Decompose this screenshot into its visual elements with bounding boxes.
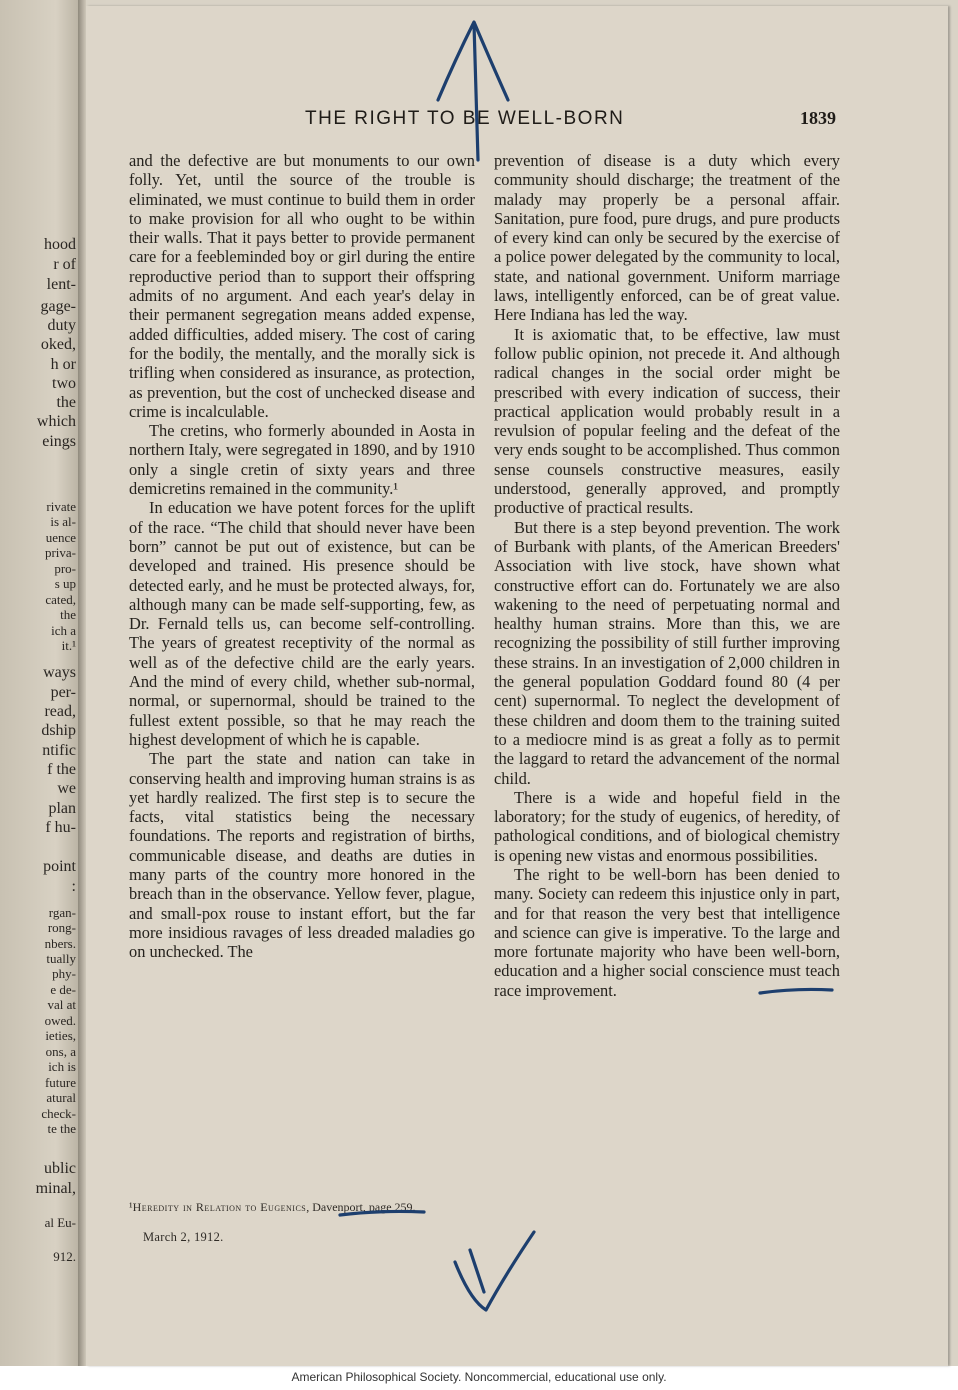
facing-page-text-fragment: r of bbox=[53, 256, 76, 273]
facing-page-text-fragment: e de- bbox=[50, 982, 76, 997]
archive-credit: American Philosophical Society. Noncommercial, educational use only. bbox=[291, 1370, 667, 1384]
page-number: 1839 bbox=[800, 108, 836, 128]
facing-page-text-fragment: owed. bbox=[44, 1013, 76, 1028]
facing-page-text-fragment: atural bbox=[46, 1090, 76, 1105]
facing-page-text-fragment: point bbox=[43, 858, 76, 875]
facing-page-text-fragment: the bbox=[56, 394, 76, 411]
facing-page-text-fragment: nbers. bbox=[44, 936, 76, 951]
facing-page-text-fragment: ntific bbox=[42, 742, 76, 759]
footnote bbox=[129, 1200, 475, 1214]
facing-page-text-fragment: val at bbox=[47, 997, 76, 1012]
paragraph: and the defective are but monuments to our own folly. Yet, until the source of the trouble is eliminated, we must continue to build them in order to make provision for all who ought to be within their walls. That it pays better to provide permanent care for a feebleminded boy or girl during the entire reproductive period than to support their offspring admits of no argument. And each year's delay in their permanent segregation means added expense, added difficulties, added misery. The cost of caring for the bodily, the mentally, and the morally sick is trifling when considered as insurance, as protection, as prevention, but the cost of unchecked disease and crime is incalculable. bbox=[129, 151, 475, 421]
left-text-column bbox=[129, 151, 475, 961]
facing-page-text-fragment: ways bbox=[43, 664, 76, 681]
facing-page-text-fragment: it.¹ bbox=[61, 638, 76, 653]
paragraph: prevention of disease is a duty which every community should discharge; the treatment of the malady may properly be a personal affair. Sanitation, pure food, pure drugs, and pure products of every kind can only be secured by the exercise of a police power delegated by the community to local, state, and national government. Uniform marriage laws, intelligently enforced, can be of great value. Here Indiana has led the way. bbox=[494, 151, 840, 325]
facing-page-text-fragment: tually bbox=[46, 951, 76, 966]
facing-page-text-fragment: read, bbox=[44, 703, 76, 720]
facing-page-text-fragment: uence bbox=[45, 530, 76, 545]
facing-page-text-fragment: : bbox=[71, 878, 76, 895]
facing-page-text-fragment: we bbox=[57, 780, 76, 797]
paragraph: The right to be well-born has been denied to many. Society can redeem this injustice only in part, and for that reason the very best that intelligence and science can give is imperative. To the large and more fortunate majority who have been well-born, education and a higher social conscience must teach race improvement. bbox=[494, 864, 840, 1000]
facing-page-text-fragment: f the bbox=[47, 761, 76, 778]
facing-page-text-fragment: the bbox=[60, 607, 76, 622]
footnote-title: Heredity in Relation to Eugenics bbox=[132, 1200, 307, 1214]
facing-page-text-fragment: minal, bbox=[35, 1180, 76, 1197]
facing-page-text-fragment: s up bbox=[54, 576, 76, 591]
footnote-marker: ¹ bbox=[129, 1200, 133, 1214]
facing-page-text-fragment: duty bbox=[47, 317, 76, 334]
facing-page-text-fragment: rivate bbox=[46, 499, 76, 514]
facing-page-text-fragment: lent- bbox=[46, 276, 76, 293]
facing-page-text-fragment: future bbox=[44, 1075, 76, 1090]
facing-page-text-fragment: ich a bbox=[51, 623, 76, 638]
facing-page-text-fragment: dship bbox=[41, 722, 76, 739]
facing-page-text-fragment: check- bbox=[41, 1106, 76, 1121]
facing-page-text-fragment: phy- bbox=[52, 966, 76, 981]
running-header-title: THE RIGHT TO BE WELL-BORN bbox=[305, 108, 625, 129]
paragraph: The part the state and nation can take in conserving health and improving human strains is as yet hardly realized. The first step is to secure the facts, vital statistics being the necessary foundations. The reports and registration of births, communicable disease, and deaths are duties in many parts of the country more honored in the breach than in the observance. Yellow fever, plague, and small-pox rouse to instant effort, but the far more insidious ravages of less dreaded maladies go on unchecked. The bbox=[129, 749, 475, 962]
facing-page-text-fragment: f hu- bbox=[45, 819, 76, 836]
facing-page-text-fragment: priva- bbox=[44, 545, 76, 560]
facing-page-text-fragment: eings bbox=[42, 433, 76, 450]
issue-date: March 2, 1912. bbox=[143, 1230, 224, 1244]
facing-page-text-fragment: per- bbox=[50, 684, 76, 701]
paragraph: It is axiomatic that, to be effective, law must follow public opinion, not precede it. And although radical changes in the social order might be prescribed with every indication of success, their practical application would probably result in a revulsion of popular feeling and the defeat of the very ends sought to be accomplished. Thus common sense counsels constructive measures, easily understood, generally approved, and promptly productive of practical results. bbox=[494, 324, 840, 518]
footnote-citation: , Davenport, page 259. bbox=[306, 1200, 416, 1214]
facing-page-text-fragment: which bbox=[36, 413, 76, 430]
facing-page-text-fragment: ublic bbox=[44, 1160, 76, 1177]
paragraph: The cretins, who formerly abounded in Aosta in northern Italy, were segregated in 1890, and by 1910 only a single cretin of sixty years and three demicretins remained in the community.¹ bbox=[129, 421, 475, 499]
facing-page-text-fragment: 912. bbox=[53, 1249, 76, 1264]
book-gutter bbox=[78, 0, 86, 1366]
paragraph: But there is a step beyond prevention. The work of Burbank with plants, of the American Breeders' Association with live stock, have shown what constructive effort can do. Fortunately we are also wakening to the need of perpetuating normal and healthy human strains. More than this, we are recognizing the possibility of still further improving these strains. In an investigation of 2,000 children in the general population Goddard found 80 (4 per cent) supernormal. To neglect the development of these children and doom them to the training suited to a mediocre mind is as great a folly as to permit the laggard to retard the advancement of the normal child. bbox=[494, 517, 840, 788]
facing-page-text-fragment: pro- bbox=[54, 561, 76, 576]
facing-page-text-fragment: two bbox=[52, 375, 76, 392]
facing-page-text-fragment: h or bbox=[50, 356, 76, 373]
facing-page-text-fragment: plan bbox=[48, 800, 76, 817]
facing-page-edge bbox=[0, 0, 80, 1366]
facing-page-text-fragment: ieties, bbox=[45, 1028, 76, 1043]
paragraph: There is a wide and hopeful field in the laboratory; for the study of eugenics, of heredity, of pathological conditions, and of biological chemistry is opening new vistas and enormous possibilities. bbox=[494, 787, 840, 865]
facing-page-text-fragment: ons, a bbox=[45, 1044, 76, 1059]
facing-page-text-fragment: te the bbox=[47, 1121, 76, 1136]
right-text-column bbox=[494, 151, 840, 1000]
facing-page-text-fragment: cated, bbox=[45, 592, 76, 607]
facing-page-text-fragment: rong- bbox=[47, 920, 76, 935]
facing-page-text-fragment: ich is bbox=[48, 1059, 76, 1074]
facing-page-text-fragment: oked, bbox=[40, 336, 76, 353]
facing-page-text-fragment: hood bbox=[44, 236, 76, 253]
facing-page-text-fragment: al Eu- bbox=[44, 1215, 76, 1230]
facing-page-text-fragment: is al- bbox=[50, 514, 76, 529]
paragraph: In education we have potent forces for the uplift of the race. “The child that should never have been born” cannot be put out of existence, but can be developed and trained. His presence should be detected early, and he must be protected always, for, although many can be made self-supporting, few, as Dr. Fernald tells us, can become self-controlling. The years of greatest receptivity of the normal as well as of the defective child are the early years. And the mind of every child, whether sub-normal, normal, or supernormal, should be trained to the fullest extent possible, so that he may reach the highest development of which he is capable. bbox=[129, 498, 475, 749]
facing-page-text-fragment: gage- bbox=[40, 298, 76, 315]
facing-page-text-fragment: rgan- bbox=[48, 905, 76, 920]
